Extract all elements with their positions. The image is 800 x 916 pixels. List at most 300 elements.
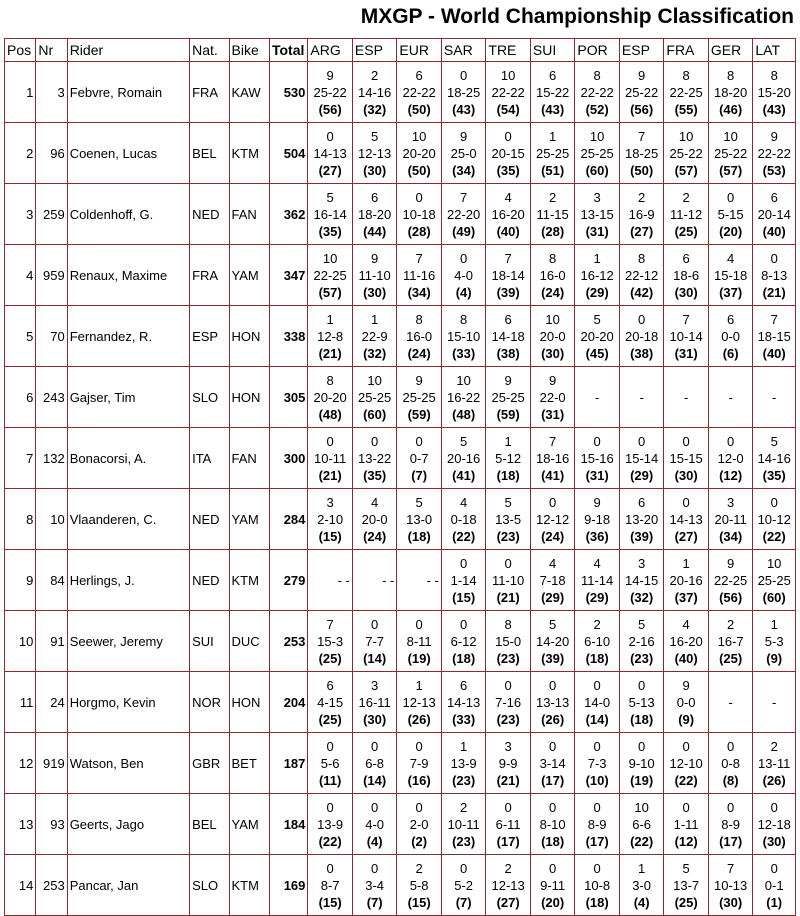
cell-race-result	[486, 672, 531, 733]
race-bonus-points: 1	[326, 311, 334, 327]
header-race: POR	[575, 39, 620, 62]
cell-race-result	[486, 62, 531, 123]
race-total-points: (6)	[722, 345, 739, 361]
cell-nat: SUI	[190, 611, 229, 672]
cell-pos: 10	[5, 611, 36, 672]
race-moto-points: 5-6	[320, 755, 340, 771]
race-moto-points: 0-1	[764, 877, 784, 893]
race-bonus-points: 0	[770, 250, 778, 266]
race-moto-points: 15-16	[580, 450, 614, 466]
race-bonus-points: 6	[682, 250, 690, 266]
table-row	[5, 611, 796, 672]
cell-race-result	[486, 184, 531, 245]
race-moto-points: 20-15	[491, 145, 525, 161]
race-total-points: (38)	[630, 345, 654, 361]
race-total-points: (7)	[366, 894, 383, 910]
race-moto-points: 6-6	[632, 816, 652, 832]
cell-race-result	[753, 428, 796, 489]
cell-nat: GBR	[190, 733, 229, 794]
race-moto-points: 14-15	[625, 572, 659, 588]
header-race: FRA	[664, 39, 709, 62]
race-bonus-points: 1	[638, 860, 646, 876]
cell-race-result	[397, 733, 442, 794]
cell-race-result	[352, 733, 397, 794]
cell-bike: KTM	[229, 550, 269, 611]
race-moto-points: 5-12	[495, 450, 522, 466]
race-bonus-points: 6	[504, 311, 512, 327]
cell-nat: BEL	[190, 794, 229, 855]
race-total-points: (31)	[585, 467, 609, 483]
race-moto-points: 8-9	[587, 816, 607, 832]
cell-race-result	[352, 611, 397, 672]
race-bonus-points: 2	[727, 616, 735, 632]
race-bonus-points: 0	[593, 799, 601, 815]
cell-pos: 12	[5, 733, 36, 794]
race-moto-points: 12-0	[717, 450, 744, 466]
race-total-points: (42)	[630, 284, 654, 300]
race-moto-points: 0-7	[409, 450, 429, 466]
table-row	[5, 123, 796, 184]
cell-race-result	[308, 855, 353, 916]
cell-race-result	[397, 489, 442, 550]
cell-race-result	[664, 62, 709, 123]
race-total-points: (26)	[762, 772, 786, 788]
race-moto-points: 18-20	[358, 206, 392, 222]
cell-bike: FAN	[229, 428, 269, 489]
race-moto-points: 20-16	[669, 572, 703, 588]
race-no-result: - -	[337, 572, 350, 588]
race-moto-points: 13-11	[758, 755, 791, 771]
header-race: TRE	[486, 39, 531, 62]
cell-rider: Fernandez, R.	[67, 306, 189, 367]
cell-race-result	[352, 428, 397, 489]
race-total-points: (20)	[719, 223, 743, 239]
race-bonus-points: 0	[326, 128, 334, 144]
race-bonus-points: 10	[411, 128, 427, 144]
race-moto-points: 22-25	[714, 572, 748, 588]
cell-race-result	[530, 489, 575, 550]
cell-race-result	[308, 672, 353, 733]
race-total-points: (17)	[541, 772, 565, 788]
cell-nr: 919	[36, 733, 67, 794]
cell-race-result	[441, 428, 486, 489]
cell-race-result	[708, 794, 753, 855]
cell-bike: KAW	[229, 62, 269, 123]
race-total-points: (24)	[541, 284, 565, 300]
cell-race-result	[753, 123, 796, 184]
race-moto-points: 9-10	[628, 755, 655, 771]
race-moto-points: 22-22	[580, 84, 614, 100]
cell-bike: HON	[229, 306, 269, 367]
cell-race-result	[664, 245, 709, 306]
cell-race-result	[753, 367, 796, 428]
race-bonus-points: 0	[549, 860, 557, 876]
cell-race-result	[441, 733, 486, 794]
race-total-points: (30)	[363, 711, 387, 727]
race-total-points: (16)	[407, 772, 431, 788]
race-total-points: (17)	[496, 833, 520, 849]
table-row	[5, 489, 796, 550]
race-total-points: (30)	[719, 894, 743, 910]
cell-race-result	[619, 794, 664, 855]
race-moto-points: 18-6	[673, 267, 700, 283]
cell-race-result	[441, 794, 486, 855]
race-total-points: (4)	[366, 833, 383, 849]
cell-race-result	[397, 428, 442, 489]
cell-race-result	[708, 428, 753, 489]
race-total-points: (18)	[541, 833, 565, 849]
race-total-points: (50)	[407, 162, 431, 178]
race-no-result: -	[683, 389, 689, 405]
cell-nr: 132	[36, 428, 67, 489]
race-bonus-points: 10	[322, 250, 338, 266]
race-bonus-points: 7	[549, 433, 557, 449]
race-moto-points: 4-0	[454, 267, 474, 283]
race-moto-points: 12-8	[317, 328, 344, 344]
race-total-points: (19)	[407, 650, 431, 666]
race-total-points: (23)	[452, 772, 476, 788]
cell-race-result	[308, 306, 353, 367]
race-bonus-points: 10	[766, 555, 782, 571]
race-bonus-points: 5	[371, 128, 379, 144]
cell-race-result	[530, 306, 575, 367]
race-moto-points: 12-13	[402, 694, 436, 710]
race-moto-points: 14-18	[491, 328, 525, 344]
race-moto-points: 11-10	[358, 267, 391, 283]
race-bonus-points: 1	[371, 311, 379, 327]
cell-nr: 253	[36, 855, 67, 916]
cell-race-result	[441, 306, 486, 367]
race-moto-points: 8-13	[761, 267, 788, 283]
cell-race-result	[753, 550, 796, 611]
cell-race-result	[664, 184, 709, 245]
race-moto-points: 15-15	[669, 450, 703, 466]
race-bonus-points: 6	[415, 67, 423, 83]
cell-race-result	[619, 62, 664, 123]
race-moto-points: 16-11	[358, 694, 391, 710]
race-total-points: (30)	[363, 284, 387, 300]
race-bonus-points: 5	[460, 433, 468, 449]
cell-race-result	[530, 733, 575, 794]
race-total-points: (30)	[762, 833, 786, 849]
race-bonus-points: 0	[371, 616, 379, 632]
race-total-points: (15)	[318, 528, 342, 544]
race-total-points: (41)	[541, 467, 565, 483]
race-moto-points: 13-5	[495, 511, 522, 527]
race-total-points: (43)	[541, 101, 565, 117]
race-total-points: (49)	[452, 223, 476, 239]
race-total-points: (56)	[630, 101, 654, 117]
race-moto-points: 7-3	[587, 755, 607, 771]
race-total-points: (14)	[363, 772, 387, 788]
race-bonus-points: 6	[549, 67, 557, 83]
race-moto-points: 10-8	[584, 877, 611, 893]
race-total-points: (48)	[318, 406, 342, 422]
race-total-points: (35)	[762, 467, 786, 483]
race-total-points: (1)	[766, 894, 783, 910]
cell-total: 253	[269, 611, 307, 672]
race-moto-points: 22-0	[539, 389, 566, 405]
race-total-points: (53)	[762, 162, 786, 178]
cell-rider: Horgmo, Kevin	[67, 672, 189, 733]
race-moto-points: 13-9	[317, 816, 344, 832]
race-moto-points: 3-14	[539, 755, 566, 771]
race-bonus-points: 0	[727, 433, 735, 449]
race-total-points: (18)	[585, 650, 609, 666]
cell-nr: 959	[36, 245, 67, 306]
race-bonus-points: 9	[371, 250, 379, 266]
cell-race-result	[352, 855, 397, 916]
race-bonus-points: 7	[638, 128, 646, 144]
header-row	[5, 39, 796, 62]
race-moto-points: 16-0	[406, 328, 433, 344]
cell-race-result	[486, 733, 531, 794]
race-moto-points: 5-2	[454, 877, 474, 893]
race-bonus-points: 0	[549, 799, 557, 815]
cell-nat: NED	[190, 489, 229, 550]
cell-race-result	[308, 123, 353, 184]
race-total-points: (57)	[318, 284, 342, 300]
race-bonus-points: 7	[770, 311, 778, 327]
cell-pos: 2	[5, 123, 36, 184]
race-moto-points: 16-9	[628, 206, 655, 222]
race-bonus-points: 4	[371, 494, 379, 510]
cell-race-result	[352, 794, 397, 855]
race-total-points: (31)	[674, 345, 698, 361]
cell-bike: YAM	[229, 794, 269, 855]
race-bonus-points: 0	[593, 433, 601, 449]
race-moto-points: 22-25	[313, 267, 347, 283]
race-bonus-points: 3	[326, 494, 334, 510]
race-total-points: (30)	[674, 467, 698, 483]
race-moto-points: 6-8	[365, 755, 385, 771]
race-moto-points: 14-0	[584, 694, 611, 710]
race-total-points: (18)	[585, 894, 609, 910]
race-bonus-points: 2	[549, 189, 557, 205]
table-row	[5, 672, 796, 733]
race-bonus-points: 9	[770, 128, 778, 144]
race-total-points: (43)	[452, 101, 476, 117]
race-bonus-points: 0	[415, 799, 423, 815]
race-total-points: (27)	[318, 162, 342, 178]
header-bike: Bike	[229, 39, 269, 62]
header-race: ESP	[619, 39, 664, 62]
cell-race-result	[619, 306, 664, 367]
race-moto-points: 2-0	[409, 816, 429, 832]
cell-race-result	[575, 489, 620, 550]
cell-race-result	[308, 794, 353, 855]
cell-race-result	[575, 123, 620, 184]
race-total-points: (9)	[766, 650, 783, 666]
race-bonus-points: 1	[593, 250, 601, 266]
race-bonus-points: 0	[593, 860, 601, 876]
race-moto-points: 10-11	[313, 450, 347, 466]
cell-race-result	[530, 62, 575, 123]
race-total-points: (38)	[496, 345, 520, 361]
race-total-points: (28)	[407, 223, 431, 239]
race-bonus-points: 9	[549, 372, 557, 388]
race-bonus-points: 10	[456, 372, 471, 388]
race-moto-points: 16-22	[447, 389, 481, 405]
race-moto-points: 16-12	[580, 267, 614, 283]
race-total-points: (34)	[407, 284, 431, 300]
race-total-points: (23)	[452, 833, 476, 849]
race-moto-points: 13-22	[358, 450, 392, 466]
race-bonus-points: 0	[371, 860, 379, 876]
race-no-result: -	[594, 389, 600, 405]
race-bonus-points: 0	[638, 433, 646, 449]
race-bonus-points: 5	[770, 433, 778, 449]
race-moto-points: 15-14	[625, 450, 659, 466]
cell-pos: 6	[5, 367, 36, 428]
table-body	[5, 62, 796, 916]
race-total-points: (55)	[674, 101, 698, 117]
race-total-points: (20)	[541, 894, 565, 910]
cell-race-result	[575, 62, 620, 123]
cell-race-result	[486, 245, 531, 306]
cell-race-result	[619, 672, 664, 733]
cell-race-result	[619, 184, 664, 245]
race-total-points: (60)	[762, 589, 786, 605]
cell-race-result	[664, 428, 709, 489]
race-bonus-points: 8	[460, 311, 468, 327]
race-total-points: (29)	[630, 467, 654, 483]
race-total-points: (22)	[674, 772, 698, 788]
race-bonus-points: 2	[682, 189, 690, 205]
race-total-points: (57)	[719, 162, 743, 178]
race-moto-points: 11-12	[669, 206, 703, 222]
cell-bike: KTM	[229, 123, 269, 184]
cell-nr: 3	[36, 62, 67, 123]
race-moto-points: 15-18	[714, 267, 748, 283]
race-moto-points: 22-22	[402, 84, 436, 100]
race-total-points: (23)	[496, 711, 520, 727]
race-bonus-points: 0	[638, 677, 646, 693]
cell-race-result	[575, 550, 620, 611]
race-bonus-points: 6	[727, 311, 735, 327]
race-moto-points: 7-18	[539, 572, 566, 588]
race-bonus-points: 0	[727, 799, 735, 815]
race-bonus-points: 1	[415, 677, 423, 693]
cell-rider: Bonacorsi, A.	[67, 428, 189, 489]
cell-race-result	[397, 367, 442, 428]
race-total-points: (52)	[585, 101, 609, 117]
cell-race-result	[441, 62, 486, 123]
cell-race-result	[753, 184, 796, 245]
race-moto-points: 25-25	[491, 389, 525, 405]
race-bonus-points: 3	[371, 677, 379, 693]
cell-race-result	[308, 428, 353, 489]
cell-race-result	[753, 62, 796, 123]
race-bonus-points: 3	[504, 738, 512, 754]
cell-race-result	[575, 672, 620, 733]
race-bonus-points: 5	[682, 860, 690, 876]
race-total-points: (9)	[678, 711, 695, 727]
race-moto-points: 20-16	[447, 450, 481, 466]
cell-nr: 24	[36, 672, 67, 733]
race-bonus-points: 0	[638, 738, 646, 754]
cell-race-result	[575, 794, 620, 855]
cell-race-result	[441, 184, 486, 245]
race-moto-points: 0-18	[450, 511, 477, 527]
cell-race-result	[664, 367, 709, 428]
race-moto-points: 1-14	[450, 572, 477, 588]
cell-pos: 1	[5, 62, 36, 123]
race-total-points: (39)	[541, 650, 565, 666]
race-total-points: (44)	[363, 223, 387, 239]
race-moto-points: 16-20	[491, 206, 525, 222]
race-total-points: (21)	[762, 284, 786, 300]
race-moto-points: 18-20	[714, 84, 748, 100]
race-moto-points: 18-25	[625, 145, 659, 161]
cell-race-result	[753, 672, 796, 733]
classification-table	[4, 38, 796, 916]
cell-nat: SLO	[190, 367, 229, 428]
cell-race-result	[441, 489, 486, 550]
cell-race-result	[664, 611, 709, 672]
race-moto-points: 12-12	[536, 511, 570, 527]
cell-race-result	[352, 62, 397, 123]
cell-race-result	[708, 672, 753, 733]
race-moto-points: 20-0	[539, 328, 566, 344]
race-moto-points: 20-11	[714, 511, 747, 527]
race-total-points: (25)	[318, 711, 342, 727]
race-moto-points: 15-20	[757, 84, 791, 100]
cell-race-result	[397, 306, 442, 367]
cell-pos: 4	[5, 245, 36, 306]
race-bonus-points: 9	[593, 494, 601, 510]
cell-total: 362	[269, 184, 307, 245]
race-total-points: (40)	[762, 223, 786, 239]
race-moto-points: 13-20	[625, 511, 659, 527]
cell-race-result	[753, 245, 796, 306]
cell-nr: 243	[36, 367, 67, 428]
race-total-points: (45)	[585, 345, 609, 361]
race-moto-points: 22-22	[757, 145, 791, 161]
race-moto-points: 2-10	[317, 511, 344, 527]
race-bonus-points: 0	[593, 738, 601, 754]
race-bonus-points: 1	[460, 738, 468, 754]
race-moto-points: 15-10	[447, 328, 481, 344]
page-title: MXGP - World Championship Classification	[360, 5, 794, 28]
race-total-points: (56)	[318, 101, 342, 117]
cell-race-result	[441, 672, 486, 733]
race-moto-points: 22-22	[491, 84, 525, 100]
table-row	[5, 428, 796, 489]
race-total-points: (39)	[630, 528, 654, 544]
race-bonus-points: 0	[593, 677, 601, 693]
race-moto-points: 25-25	[757, 572, 791, 588]
table-row	[5, 855, 796, 916]
race-bonus-points: 0	[770, 799, 778, 815]
race-moto-points: 9-11	[540, 877, 566, 893]
race-moto-points: 3-4	[365, 877, 385, 893]
cell-race-result	[708, 489, 753, 550]
race-moto-points: 10-13	[714, 877, 748, 893]
race-total-points: (39)	[496, 284, 520, 300]
race-moto-points: 14-20	[536, 633, 570, 649]
race-moto-points: 25-22	[669, 145, 703, 161]
race-bonus-points: 8	[593, 67, 601, 83]
table-row	[5, 62, 796, 123]
race-total-points: (35)	[318, 223, 342, 239]
cell-race-result	[664, 733, 709, 794]
cell-race-result	[352, 184, 397, 245]
header-race: GER	[708, 39, 753, 62]
race-total-points: (35)	[363, 467, 387, 483]
race-moto-points: 25-25	[358, 389, 392, 405]
cell-race-result	[575, 367, 620, 428]
